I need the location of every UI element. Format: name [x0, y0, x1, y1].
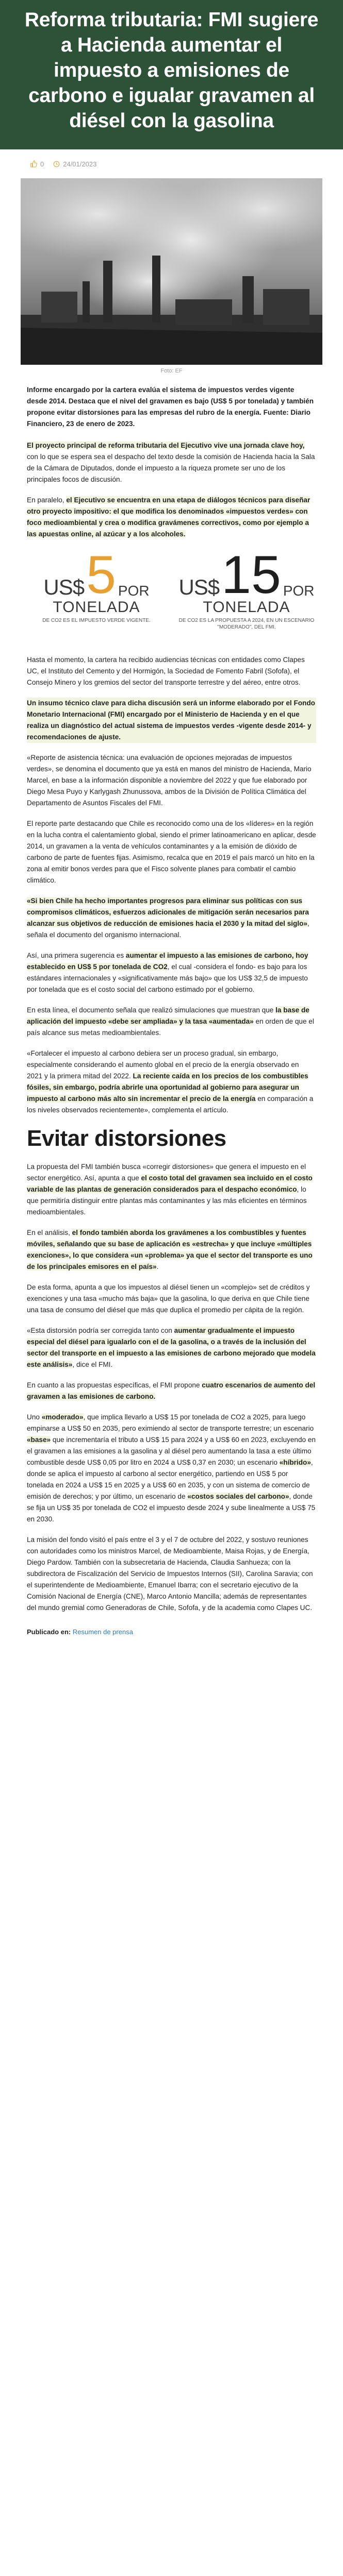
photo-caption: Foto: EF [160, 368, 183, 374]
figure-proposed-tax: US$ 15 POR TONELADA DE CO2 ES LA PROPUESTA A 2024, EN UN ESCENARIO "MODERADO", DEL FMI. [178, 545, 315, 630]
article-footer [0, 1623, 343, 1636]
thumbs-up-icon[interactable] [30, 160, 37, 167]
paragraph: «Si bien Chile ha hecho importantes progresos para eliminar sus políticas con sus compromisos climáticos, esfuerzos adicionales de mitigación serán necesarios para alcanzar sus objetivos de reducción de emisiones hacia el 2030 y la mitad del siglo», señala el documento del organismo internacional. [27, 897, 309, 939]
article-header [0, 0, 343, 149]
paragraph: El proyecto principal de reforma tributaria del Ejecutivo vive una jornada clave hoy, con lo que se espera sea el despacho del texto desde la comisión de Hacienda hacia la Sala de la Cámara de Diputados, donde el impuesto a la riqueza promete ser uno de los principales focos de discusión. [27, 442, 315, 483]
publish-date [53, 160, 96, 168]
like-count: 0 [40, 160, 44, 168]
paragraph: Así, una primera sugerencia es aumentar el impuesto a las emisiones de carbono, hoy establecido en US$ 5 por tonelada de CO2, el cual -considera el fondo- es bajo para los estándares internacionales y «significativamente más bajo» que los US$ 32,5 de impuesto por tonelada que es el costo social del carbono estimado por el gobierno. [27, 952, 308, 993]
date-text: 24/01/2023 [63, 160, 97, 168]
figure-number: 5 [86, 545, 116, 605]
published-in-label: Publicado en: [27, 1628, 71, 1636]
industrial-smokestacks-image [21, 178, 322, 365]
like-counter[interactable] [30, 160, 44, 168]
clock-icon [53, 161, 60, 167]
paragraph: «Fortalecer el impuesto al carbono debiera ser un proceso gradual, sin embargo, especialmente considerando el aumento global en el precio de la energía observado en 2021 y la primera mitad del 2022. La reciente caída en los precios de los combustibles fósiles, sin embargo, podría abrirle una oportunidad al gobierno para asegurar un impuesto al carbono más alto sin incrementar el precio de la energía en comparación a los niveles observados recientemente», complementa el artículo. [27, 1049, 314, 1114]
section-heading: Evitar distorsiones [27, 1126, 226, 1151]
figure-number: 15 [221, 545, 281, 605]
article-meta [0, 149, 343, 178]
article-body [0, 384, 343, 1614]
paragraph: Uno «moderado», que implica llevarlo a US$ 15 por tonelada de CO2 a 2025, para luego empinarse a US$ 50 en 2035, pero eximiendo al sector de transporte terrestre; un escenario «base» que incrementaría el tributo a US$ 15 para 2024 y a US$ 60 en 2023, excluyendo en el gravamen a las emisiones a la gasolina y al diésel pero aumentando la tasa a este último combustible desde US$ 0,05 por litro en 2024 a US$ 0,37 en 2030; un escenario «híbrido», donde se aplica el impuesto al carbono al sector energético, partiendo en US$ 5 por tonelada en 2024 a US$ 15 en 2025 y a US$ 60 en 2035, y con un sistema de comercio de emisión de derechos; y por último, un escenario de «costos sociales del carbono», donde se fija un US$ 35 por tonelada de CO2 el impuesto desde 2024 y sube linealmente a US$ 75 en 2030. [27, 1413, 316, 1523]
paragraph: La propuesta del FMI también busca «corregir distorsiones» que genera el impuesto en el sector energético. Así, apunta a que el costo total del gravamen sea incluido en el costo variable de las plantas de generación considerados para el despacho económico, lo que permitiría distinguir entre plantas más contaminantes y las más eficientes en términos medioambientales. [27, 1163, 313, 1216]
paragraph: Un insumo técnico clave para dicha discusión será un informe elaborado por el Fondo Monetario Internacional (FMI) encargado por el Ministerio de Hacienda y en el que realiza un diagnóstico del actual sistema de impuestos verdes -vigente desde 2014- y recomendaciones de ajuste. [27, 698, 316, 743]
paragraph: De esta forma, apunta a que los impuestos al diésel tienen un «complejo» set de créditos y exenciones y una tasa «mucho más baja» que la gasolina, lo que deriva en que Chile tiene una tasa de consumo del diésel que más que duplica el promedio per cápita de la región. [27, 1283, 310, 1314]
paragraph: El reporte parte destacando que Chile es reconocido como una de los «líderes» en la región en la lucha contra el calentamiento global, siendo el primer latinoamericano en aplicar, desde 2014, un gravamen a la venta de vehículos contaminantes y a la emisión de dióxido de carbono de parte de fuentes fijas. Asimismo, recalca que en 2019 el país marcó un hito en la zona al emitir bonos verdes para que el Fisco solvente planes para combatir el cambio climático. [27, 820, 316, 884]
paragraph: La misión del fondo visitó el país entre el 3 y el 7 de octubre del 2022, y sostuvo reuniones con autoridades como los ministros Marcel, de Medioambiente, Maisa Rojas, y de Energía, Diego Pardow. También con la subsecretaria de Hacienda, Claudia Sanhueza; con la subdirectora de Fiscalización del Servicio de Impuestos Internos (SII), Carolina Saravia; con el superintendente de Medioambiente, Emanuel Ibarra; con el secretario ejecutivo de la Comisión Nacional de Energía (CNE), Marco Antonio Mancilla; además de representantes del mundo gremial como Generadoras de Chile, Sofofa, y de la academia como Clapes UC. [27, 1536, 313, 1612]
paragraph: Hasta el momento, la cartera ha recibido audiencias técnicas con entidades como Clapes UC, el Instituto del Cemento y del Hormigón, la Sociedad de Fomento Fabril (Sofofa), el Consejo Minero y los gremios del sector del transporte terrestre y del aéreo, entre otros. [27, 656, 305, 686]
paragraph: «Reporte de asistencia técnica: una evaluación de opciones mejoradas de impuestos verdes», se denomina el documento que ya está en manos del ministro de Hacienda, Mario Marcel, en base a la información disponible a noviembre del 2022 y que fue elaborado por Diego Mesa Puyo y Karlygash Zhunussova, ambos de la División de Política Climática del Departamento de Asuntos Fiscales del FMI. [27, 754, 312, 807]
category-link[interactable]: Resumen de prensa [72, 1628, 133, 1636]
paragraph: En paralelo, el Ejecutivo se encuentra en una etapa de diálogos técnicos para diseñar otro proyecto impositivo: el que modifica los denominados «impuestos verdes» con foco medioambiental y crea o modifica gravámenes correctivos, como por ejemplo a las apuestas online, al azúcar y a los alcoholes. [27, 496, 311, 538]
article-lead: Informe encargado por la cartera evalúa el sistema de impuestos verdes vigente desde 2014. Destaca que el nivel del gravamen es bajo (US$ 5 por tonelada) y también propone evitar distorsiones para las empresas del rubro de la energía. Fuente: Diario Financiero, 23 de enero de 2023. [27, 386, 314, 428]
key-figures [27, 545, 316, 654]
paragraph: «Esta distorsión podría ser corregida tanto con aumentar gradualmente el impuesto especial del diésel para igualarlo con el de la gasolina, o a través de la inclusión del sector del transporte en el impuesto a las emisiones de carbono mejorado que modela este análisis», dice el FMI. [27, 1327, 316, 1368]
paragraph: En cuanto a las propuestas específicas, el FMI propone cuatro escenarios de aumento del gravamen a las emisiones de carbono. [27, 1381, 316, 1400]
article-title: Reforma tributaria: FMI sugiere a Hacienda aumentar el impuesto a emisiones de carbono e igualar gravamen al diésel con la gasolina [24, 9, 319, 132]
paragraph: En el análisis, el fondo también aborda los gravámenes a los combustibles y fuentes móviles, señalando que su base de aplicación es «estrecha» y que incluye «múltiples exenciones», lo que considera «un «problema» ya que el sector del transporte es uno de los principales emisores en el país». [27, 1229, 313, 1270]
paragraph: En esta línea, el documento señala que realizó simulaciones que muestran que la base de aplicación del impuesto «debe ser ampliada» y la tasa «aumentada» en orden de que el país alcance sus metas medioambientales. [27, 1006, 314, 1037]
article-photo [21, 178, 322, 365]
figure-current-tax: US$ 5 POR TONELADA DE CO2 ES EL IMPUESTO VERDE VIGENTE. [42, 545, 151, 623]
